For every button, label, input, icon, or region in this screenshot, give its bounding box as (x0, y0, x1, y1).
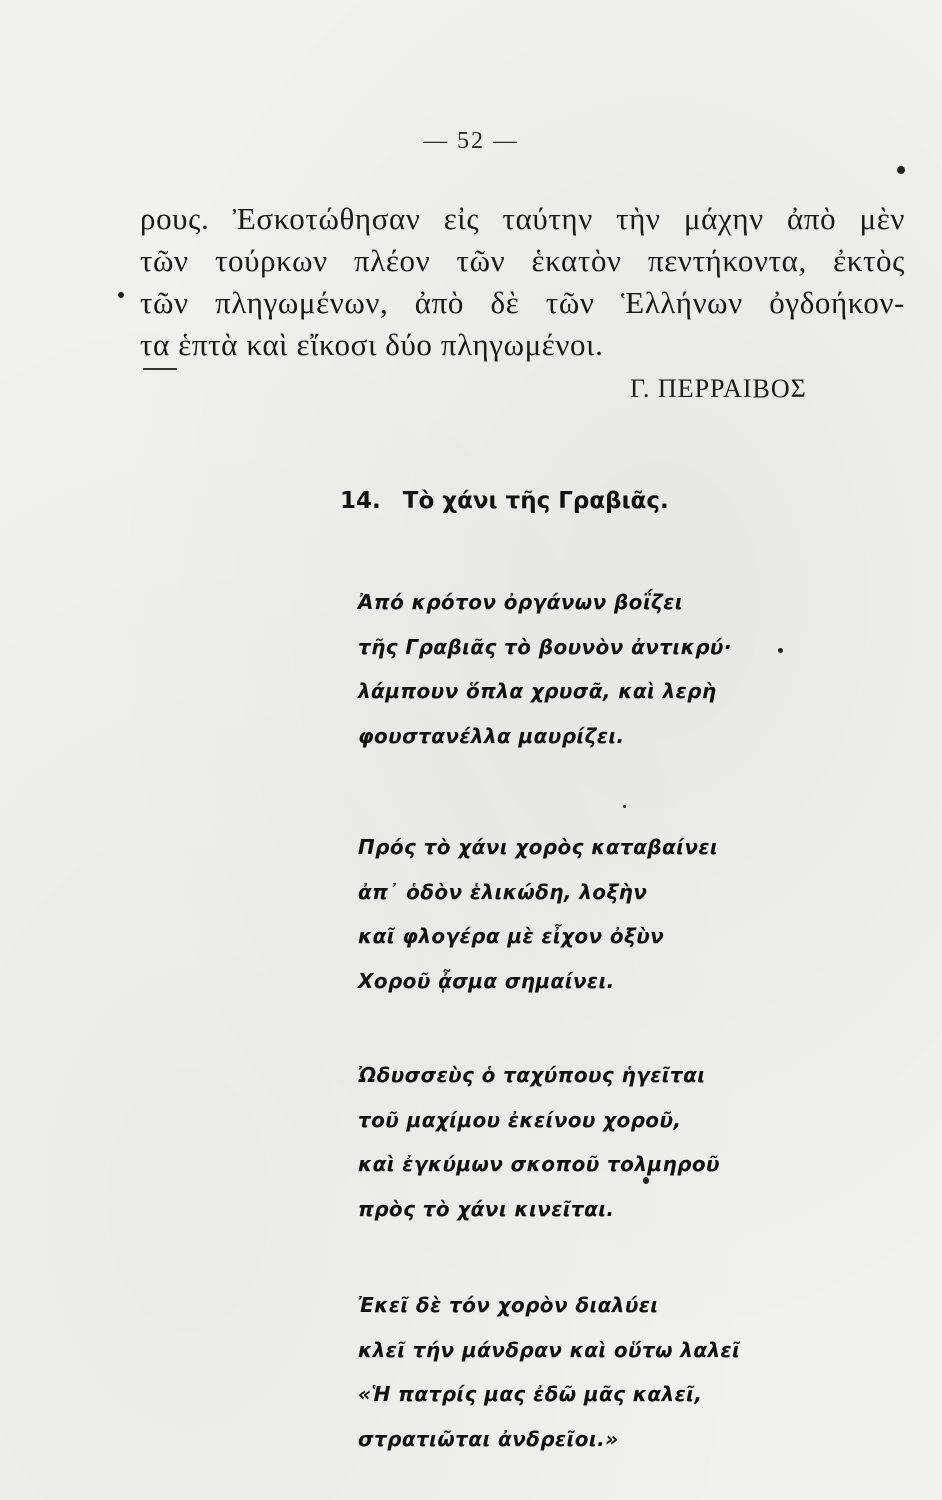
poem-stanza (358, 580, 732, 758)
page-number: — 52 — (423, 128, 519, 154)
poem-line: κλεῖ τήν μάνδραν καὶ οὕτω λαλεῖ (358, 1337, 741, 1362)
poem-stanza (358, 1283, 740, 1461)
poem-line: Πρός τὸ χάνι χορὸς καταβαίνει (358, 835, 719, 859)
poem-line: Ὠδυσσεὺς ὁ ταχύπους ἡγεῖται (358, 1063, 706, 1087)
poem-stanza (358, 825, 718, 1003)
poem-line: καὶ ἐγκύμων σκοποῦ τολμηροῦ (358, 1152, 720, 1176)
section-title: Τὸ χάνι τῆς Γραβιᾶς. (402, 488, 669, 514)
ink-speck (118, 292, 124, 298)
poem-line: τῆς Γραβιᾶς τὸ βουνὸν ἀντικρύ· (358, 634, 732, 659)
ink-speck (623, 805, 626, 808)
poem-line: φουστανέλλα μαυρίζει. (358, 723, 625, 748)
poem-line: Χοροῦ ᾆσμα σημαίνει. (358, 968, 615, 993)
poem-line: στρατιῶται ἀνδρεῖοι.» (358, 1426, 619, 1451)
poem-line: Ἐκεῖ δὲ τόν χορὸν διαλύει (358, 1293, 659, 1317)
ink-speck (778, 648, 783, 653)
poem-line: τοῦ μαχίμου ἐκείνου χοροῦ, (358, 1107, 682, 1132)
print-mark (143, 368, 177, 370)
prose-line: τῶν πληγωμένων, ἀπὸ δὲ τῶν Ἑλλήνων ὀγδοήκον- (140, 285, 905, 320)
poem-line: «Ἡ πατρίς μας ἐδῶ μᾶς καλεῖ, (358, 1382, 703, 1406)
ink-speck (643, 1177, 649, 1184)
poem-line: λάμπουν ὅπλα χρυσᾶ, καὶ λερὴ (358, 679, 717, 703)
poem-line: πρὸς τὸ χάνι κινεῖται. (358, 1196, 615, 1221)
section-heading (340, 488, 669, 514)
poem-stanza (358, 1053, 720, 1231)
prose-line: τῶν τούρκων πλέον τῶν ἑκατὸν πεντήκοντα, ἐκτὸς (140, 243, 905, 278)
prose-line: τα ἑπτὰ καὶ εἴκοσι δύο πληγωμένοι. (140, 327, 604, 362)
poem-line: Ἀπό κρότον ὀργάνων βοΐζει (358, 590, 683, 614)
poem-line: καῖ φλογέρα μὲ εἶχον ὀξὺν (358, 924, 665, 948)
poem-line: ἀπ᾽ ὁδὸν ἑλικώδη, λοξὴν (358, 879, 648, 904)
author-signature: Γ. ΠΕΡΡΑΙΒΟΣ (630, 374, 807, 403)
prose-line: ρους. Ἐσκοτώθησαν εἰς ταύτην τὴν μάχην ἀπὸ μὲν (140, 201, 905, 236)
prose-paragraph (140, 198, 910, 366)
section-number: 14. (340, 488, 381, 514)
ink-speck (897, 166, 905, 174)
